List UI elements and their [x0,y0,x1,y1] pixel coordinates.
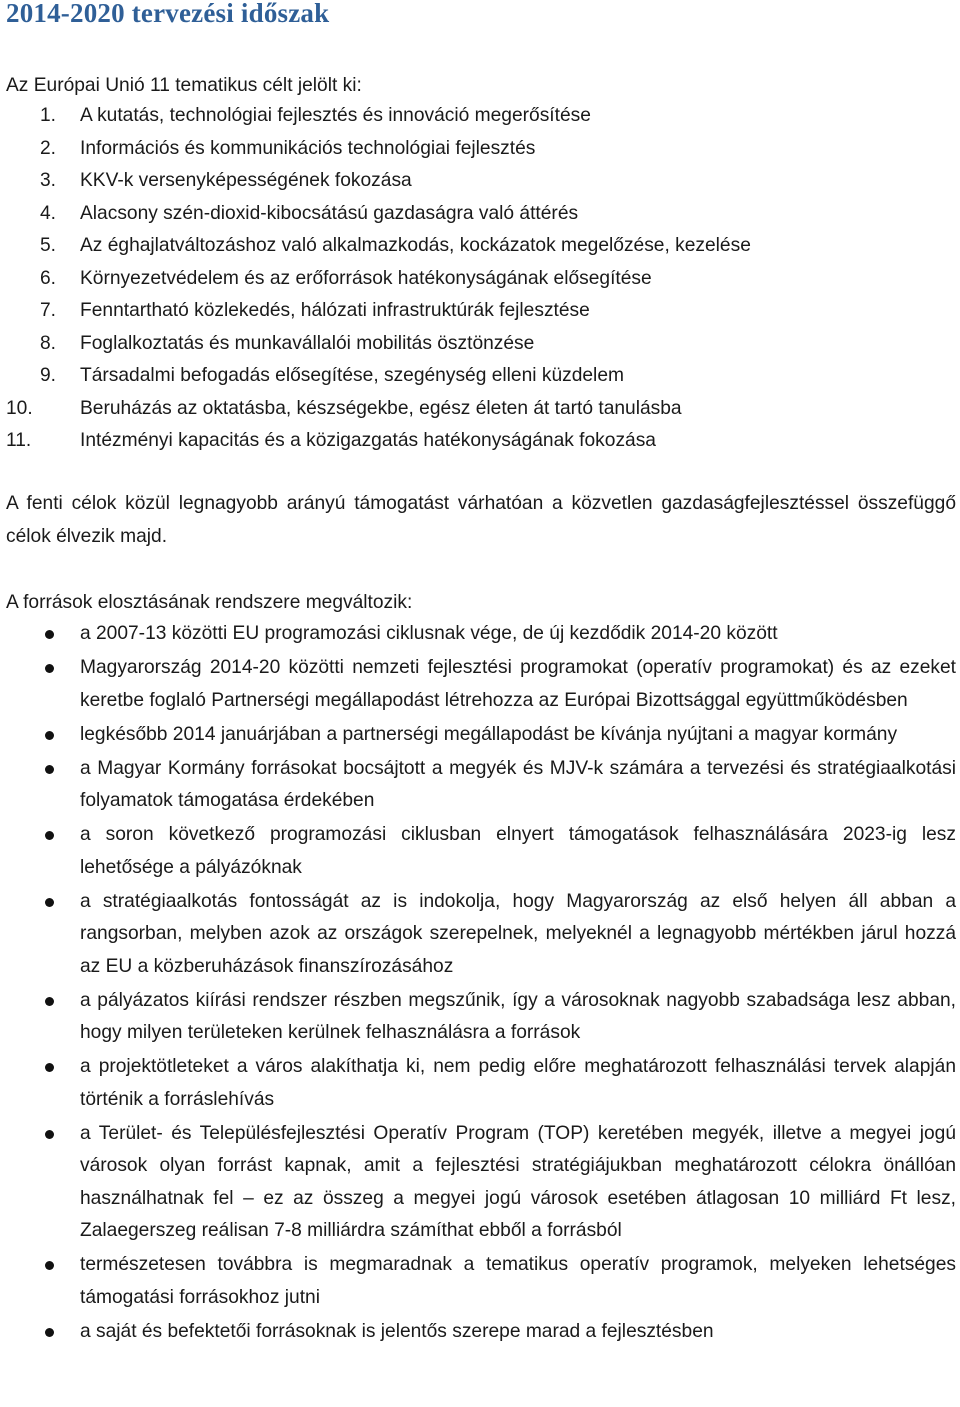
item-text: a Magyar Kormány forrásokat bocsájtott a megyék és MJV-k számára a tervezési és stratégiaalkotási folyamatok támogatása érdekében [80,757,956,811]
bullet-icon [45,898,54,907]
item-number: 3. [40,170,57,191]
list-item [6,1249,956,1314]
bullet-icon [45,765,54,774]
bullet-icon [45,1328,54,1337]
item-text: természetesen továbbra is megmaradnak a tematikus operatív programok, melyeken lehetséges támogatási forrásokhoz jutni [80,1254,956,1308]
bullet-icon [45,630,54,639]
item-text: a stratégiaalkotás fontosságát az is indokolja, hogy Magyarország az első helyen áll abban a rangsorban, melyben azok az országok szerepelnek, melyeknél a legnagyobb mértékben járul hozzá az EU a közberuházások finanszírozásához [80,890,956,977]
item-text: Fenntartható közlekedés, hálózati infrastruktúrák fejlesztése [80,300,590,321]
item-text: Környezetvédelem és az erőforrások hatékonyságának elősegítése [80,267,652,289]
summary-paragraph: A fenti célok közül legnagyobb arányú támogatást várhatóan a közvetlen gazdaságfejlesztéssel összefüggő célok élvezik majd. [6,493,956,547]
list-item [6,753,956,818]
item-number: 11. [6,430,32,451]
bullet-list [6,618,956,1350]
item-number: 6. [40,267,57,289]
item-number: 4. [40,202,57,224]
item-text: Társadalmi befogadás elősegítése, szegénység elleni küzdelem [80,365,624,386]
item-number: 1. [40,105,57,126]
bullet-icon [45,1261,54,1270]
item-text: A kutatás, technológiai fejlesztés és innováció megerősítése [80,105,591,126]
bullet-icon [45,664,54,673]
list-item [6,719,956,752]
item-text: KKV-k versenyképességének fokozása [80,170,412,191]
item-text: Intézményi kapacitás és a közigazgatás hatékonyságának fokozása [80,430,656,451]
item-text: Foglalkoztatás és munkavállalói mobilitás ösztönzése [80,332,535,354]
page-title: 2014-2020 tervezési időszak [6,0,330,28]
list-item [6,1051,956,1116]
item-text: Alacsony szén-dioxid-kibocsátású gazdaságra való áttérés [80,202,579,224]
list-item [6,1118,956,1248]
item-number: 10. [6,397,33,419]
bullet-icon [45,997,54,1006]
list-item [6,985,956,1050]
item-text: a pályázatos kiírási rendszer részben megszűnik, így a városoknak nagyobb szabadsága lesz abban, hogy milyen területeken kerülnek felhasználásra a források [80,989,956,1043]
item-text: Beruházás az oktatásba, készségekbe, egész életen át tartó tanulásba [80,397,682,419]
item-text: Magyarország 2014-20 közötti nemzeti fejlesztési programokat (operatív programokat) és az ezeket keretbe foglaló Partnerségi megállapodást létrehozza az Európai Bizottsággal együttműködésben [80,657,956,711]
item-text: Az éghajlatváltozáshoz való alkalmazkodás, kockázatok megelőzése, kezelése [80,235,751,256]
sources-heading: A források elosztásának rendszere megváltozik: [6,592,413,613]
bullet-icon [45,1063,54,1072]
item-text: a 2007-13 közötti EU programozási ciklusnak vége, de új kezdődik 2014-20 között [80,623,778,644]
item-text: a saját és befektetői forrásoknak is jelentős szerepe marad a fejlesztésben [80,1320,714,1342]
item-text: Információs és kommunikációs technológiai fejlesztés [80,137,536,159]
intro-text: Az Európai Unió 11 tematikus célt jelölt ki: [6,75,362,96]
item-number: 8. [40,332,57,354]
list-item [6,1316,956,1349]
bullet-icon [45,731,54,740]
bullet-icon [45,1130,54,1139]
item-number: 7. [40,300,57,321]
item-text: a soron következő programozási ciklusban elnyert támogatások felhasználására 2023-ig lesz lehetősége a pályázóknak [80,824,956,878]
item-number: 9. [40,365,57,386]
bullet-icon [45,831,54,840]
list-item [6,652,956,717]
item-text: a projektötleteket a város alakíthatja ki, nem pedig előre meghatározott felhasználási tervek alapján történik a forráslehívás [80,1056,956,1110]
item-number: 5. [40,235,57,256]
item-text: legkésőbb 2014 januárjában a partnerségi megállapodást be kívánja nyújtani a magyar kormány [80,723,898,745]
item-text: a Terület- és Településfejlesztési Operatív Program (TOP) keretében megyék, illetve a megyei jogú városok olyan forrást kapnak, amit a fejlesztési stratégiájukban meghatározott célokra önállóan használhatnak fel – ez az összeg a megyei jogú városok esetében átlagosan 10 milliárd Ft lesz, Zalaegerszeg reálisan 7-8 milliárdra számíthat ebből a forrásból [80,1122,956,1241]
list-item [6,618,956,651]
list-item [6,886,956,984]
item-number: 2. [40,137,57,159]
list-item [6,819,956,884]
